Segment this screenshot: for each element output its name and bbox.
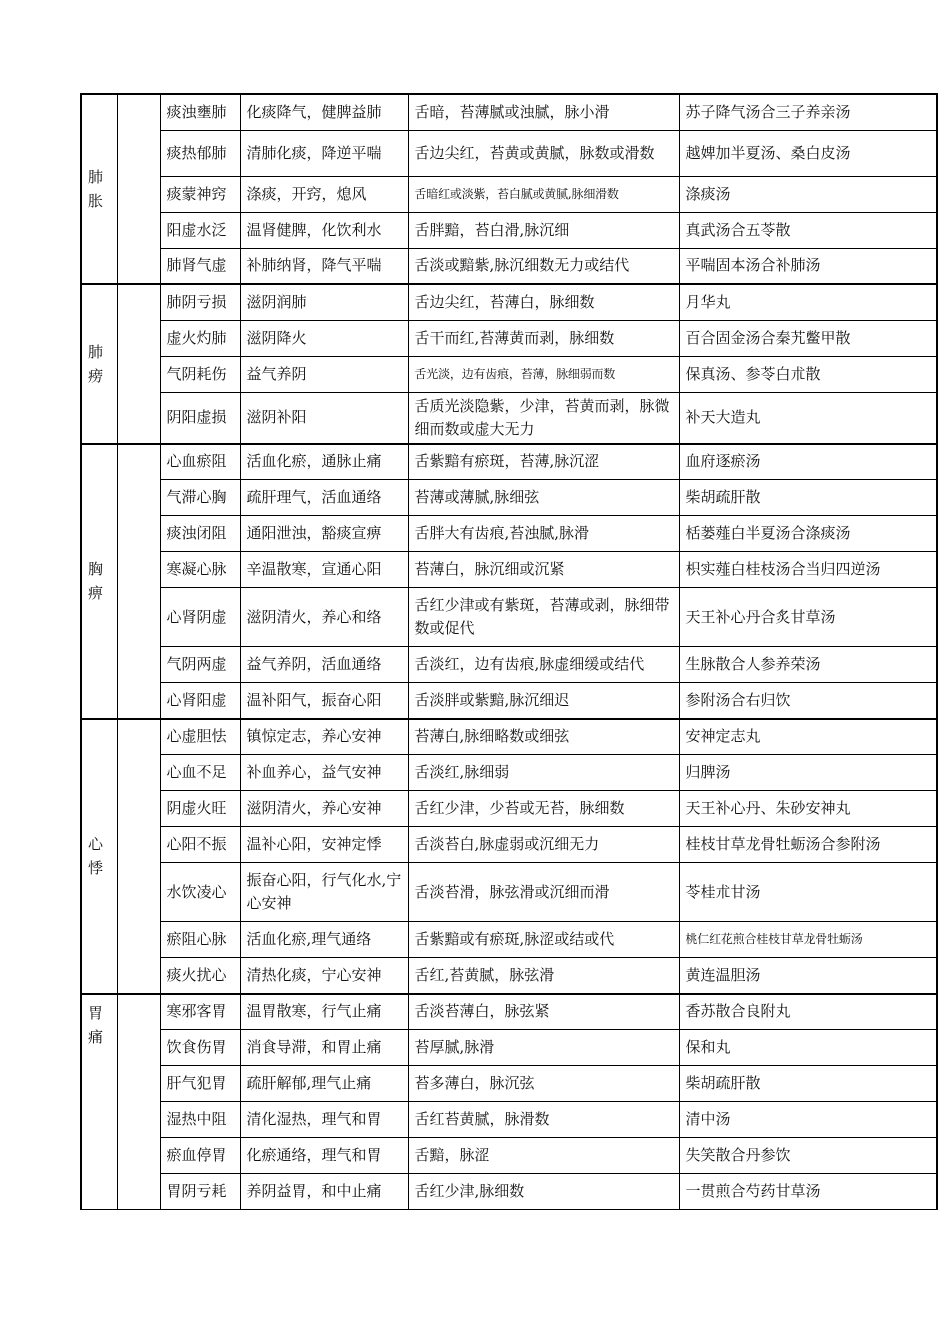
formula-cell: 一贯煎合芍药甘草汤 — [679, 1174, 937, 1210]
syndrome-table — [80, 93, 938, 1210]
syndrome-cell: 心血瘀阻 — [160, 444, 240, 480]
table-row — [81, 444, 937, 480]
treatment-method-cell: 温胃散寒，行气止痛 — [240, 994, 408, 1030]
treatment-method-cell: 补血养心，益气安神 — [240, 755, 408, 791]
formula-cell: 清中汤 — [679, 1102, 937, 1138]
disease-name: 肺胀 — [88, 168, 104, 210]
tongue-pulse-cell: 舌边尖红，苔黄或黄腻，脉数或滑数 — [408, 130, 679, 176]
formula-cell: 苓桂朮甘汤 — [679, 863, 937, 922]
syndrome-cell: 气阴两虚 — [160, 647, 240, 683]
syndrome-cell: 肝气犯胃 — [160, 1066, 240, 1102]
syndrome-cell: 心虚胆怯 — [160, 719, 240, 755]
table-row — [81, 863, 937, 922]
table-row — [81, 212, 937, 248]
syndrome-cell: 痰火扰心 — [160, 958, 240, 994]
formula-cell: 黄连温胆汤 — [679, 958, 937, 994]
treatment-method-cell: 滋阴润肺 — [240, 284, 408, 320]
treatment-method-cell: 益气养阴 — [240, 356, 408, 392]
table-row — [81, 1030, 937, 1066]
table-row — [81, 994, 937, 1030]
blank-column-cell — [117, 719, 160, 994]
tongue-pulse-cell: 舌黯，脉涩 — [408, 1138, 679, 1174]
formula-cell: 安神定志丸 — [679, 719, 937, 755]
formula-cell: 天王补心丹合炙甘草汤 — [679, 588, 937, 647]
table-row — [81, 516, 937, 552]
document-page — [80, 93, 936, 1210]
syndrome-cell: 心肾阳虚 — [160, 683, 240, 719]
treatment-method-cell: 滋阴清火，养心和络 — [240, 588, 408, 647]
formula-cell: 柴胡疏肝散 — [679, 480, 937, 516]
table-row — [81, 94, 937, 130]
formula-cell: 真武汤合五苓散 — [679, 212, 937, 248]
syndrome-cell: 气阴耗伤 — [160, 356, 240, 392]
tongue-pulse-cell: 苔薄或薄腻,脉细弦 — [408, 480, 679, 516]
tongue-pulse-cell: 舌红少津，少苔或无苔，脉细数 — [408, 791, 679, 827]
table-row — [81, 130, 937, 176]
treatment-method-cell: 温肾健脾，化饮利水 — [240, 212, 408, 248]
table-row — [81, 827, 937, 863]
tongue-pulse-cell: 苔薄白，脉沉细或沉紧 — [408, 552, 679, 588]
table-row — [81, 320, 937, 356]
treatment-method-cell: 化瘀通络，理气和胃 — [240, 1138, 408, 1174]
tongue-pulse-cell: 舌淡或黯紫,脉沉细数无力或结代 — [408, 248, 679, 284]
formula-cell: 柴胡疏肝散 — [679, 1066, 937, 1102]
treatment-method-cell: 振奋心阳，行气化水,宁心安神 — [240, 863, 408, 922]
syndrome-cell: 瘀阻心脉 — [160, 922, 240, 958]
syndrome-cell: 胃阴亏耗 — [160, 1174, 240, 1210]
table-row — [81, 791, 937, 827]
syndrome-cell: 心血不足 — [160, 755, 240, 791]
formula-cell: 失笑散合丹参饮 — [679, 1138, 937, 1174]
syndrome-cell: 水饮凌心 — [160, 863, 240, 922]
tongue-pulse-cell: 舌胖大有齿痕,苔浊腻,脉滑 — [408, 516, 679, 552]
disease-name: 肺痨 — [88, 342, 104, 385]
formula-cell: 补天大造丸 — [679, 392, 937, 444]
disease-name-cell — [81, 94, 117, 284]
table-row — [81, 552, 937, 588]
treatment-method-cell: 化痰降气，健脾益肺 — [240, 94, 408, 130]
tongue-pulse-cell: 舌淡胖或紫黯,脉沉细迟 — [408, 683, 679, 719]
table-row — [81, 1138, 937, 1174]
tongue-pulse-cell: 舌淡苔滑，脉弦滑或沉细而滑 — [408, 863, 679, 922]
disease-name-cell — [81, 994, 117, 1210]
syndrome-cell: 痰浊闭阻 — [160, 516, 240, 552]
syndrome-cell: 阴虚火旺 — [160, 791, 240, 827]
treatment-method-cell: 清肺化痰，降逆平喘 — [240, 130, 408, 176]
tongue-pulse-cell: 舌紫黯或有瘀斑,脉涩或结或代 — [408, 922, 679, 958]
table-body — [81, 94, 937, 1210]
syndrome-cell: 阳虚水泛 — [160, 212, 240, 248]
disease-name: 胸痹 — [88, 560, 104, 602]
tongue-pulse-cell: 苔薄白,脉细略数或细弦 — [408, 719, 679, 755]
formula-cell: 平喘固本汤合补肺汤 — [679, 248, 937, 284]
table-row — [81, 1066, 937, 1102]
tongue-pulse-cell: 舌干而红,苔薄黄而剥，脉细数 — [408, 320, 679, 356]
table-row — [81, 922, 937, 958]
treatment-method-cell: 消食导滞，和胃止痛 — [240, 1030, 408, 1066]
treatment-method-cell: 养阴益胃，和中止痛 — [240, 1174, 408, 1210]
treatment-method-cell: 益气养阴，活血通络 — [240, 647, 408, 683]
blank-column-cell — [117, 284, 160, 444]
treatment-method-cell: 涤痰，开窍，熄风 — [240, 176, 408, 212]
treatment-method-cell: 疏肝理气，活血通络 — [240, 480, 408, 516]
table-row — [81, 588, 937, 647]
table-row — [81, 719, 937, 755]
table-row — [81, 683, 937, 719]
tongue-pulse-cell: 舌红少津或有紫斑，苔薄或剥，脉细带数或促代 — [408, 588, 679, 647]
treatment-method-cell: 活血化瘀,理气通络 — [240, 922, 408, 958]
disease-name-cell — [81, 719, 117, 994]
treatment-method-cell: 镇惊定志，养心安神 — [240, 719, 408, 755]
treatment-method-cell: 活血化瘀，通脉止痛 — [240, 444, 408, 480]
treatment-method-cell: 清化湿热，理气和胃 — [240, 1102, 408, 1138]
syndrome-cell: 寒邪客胃 — [160, 994, 240, 1030]
table-row — [81, 647, 937, 683]
table-row — [81, 755, 937, 791]
tongue-pulse-cell: 舌红,苔黄腻，脉弦滑 — [408, 958, 679, 994]
formula-cell: 桃仁红花煎合桂枝甘草龙骨牡蛎汤 — [679, 922, 937, 958]
syndrome-cell: 痰浊壅肺 — [160, 94, 240, 130]
treatment-method-cell: 清热化痰，宁心安神 — [240, 958, 408, 994]
tongue-pulse-cell: 舌红少津,脉细数 — [408, 1174, 679, 1210]
syndrome-cell: 痰热郁肺 — [160, 130, 240, 176]
disease-name-cell — [81, 284, 117, 444]
formula-cell: 血府逐瘀汤 — [679, 444, 937, 480]
treatment-method-cell: 滋阴清火，养心安神 — [240, 791, 408, 827]
tongue-pulse-cell: 舌淡苔薄白，脉弦紧 — [408, 994, 679, 1030]
treatment-method-cell: 补肺纳肾，降气平喘 — [240, 248, 408, 284]
tongue-pulse-cell: 舌暗红或淡紫，苔白腻或黄腻,脉细滑数 — [408, 176, 679, 212]
tongue-pulse-cell: 苔厚腻,脉滑 — [408, 1030, 679, 1066]
tongue-pulse-cell: 舌淡红,脉细弱 — [408, 755, 679, 791]
tongue-pulse-cell: 苔多薄白，脉沉弦 — [408, 1066, 679, 1102]
formula-cell: 越婢加半夏汤、桑白皮汤 — [679, 130, 937, 176]
tongue-pulse-cell: 舌胖黯，苔白滑,脉沉细 — [408, 212, 679, 248]
formula-cell: 香苏散合良附丸 — [679, 994, 937, 1030]
tongue-pulse-cell: 舌质光淡隐紫，少津，苔黄而剥，脉微细而数或虚大无力 — [408, 392, 679, 444]
formula-cell: 生脉散合人参养荣汤 — [679, 647, 937, 683]
formula-cell: 月华丸 — [679, 284, 937, 320]
formula-cell: 桂枝甘草龙骨牡蛎汤合参附汤 — [679, 827, 937, 863]
table-row — [81, 1174, 937, 1210]
formula-cell: 涤痰汤 — [679, 176, 937, 212]
table-row — [81, 958, 937, 994]
formula-cell: 天王补心丹、朱砂安神丸 — [679, 791, 937, 827]
syndrome-cell: 痰蒙神窍 — [160, 176, 240, 212]
syndrome-cell: 虚火灼肺 — [160, 320, 240, 356]
formula-cell: 归脾汤 — [679, 755, 937, 791]
syndrome-cell: 湿热中阻 — [160, 1102, 240, 1138]
syndrome-cell: 瘀血停胃 — [160, 1138, 240, 1174]
formula-cell: 保和丸 — [679, 1030, 937, 1066]
treatment-method-cell: 滋阴补阳 — [240, 392, 408, 444]
syndrome-cell: 阴阳虚损 — [160, 392, 240, 444]
formula-cell: 保真汤、参苓白朮散 — [679, 356, 937, 392]
tongue-pulse-cell: 舌紫黯有瘀斑，苔薄,脉沉涩 — [408, 444, 679, 480]
disease-name: 心悸 — [88, 835, 104, 877]
syndrome-cell: 肺阴亏损 — [160, 284, 240, 320]
syndrome-cell: 肺肾气虚 — [160, 248, 240, 284]
table-row — [81, 1102, 937, 1138]
treatment-method-cell: 通阳泄浊，豁痰宣痹 — [240, 516, 408, 552]
syndrome-cell: 气滞心胸 — [160, 480, 240, 516]
blank-column-cell — [117, 444, 160, 719]
table-row — [81, 248, 937, 284]
table-row — [81, 284, 937, 320]
formula-cell: 枳实薤白桂枝汤合当归四逆汤 — [679, 552, 937, 588]
tongue-pulse-cell: 舌暗，苔薄腻或浊腻，脉小滑 — [408, 94, 679, 130]
tongue-pulse-cell: 舌淡苔白,脉虚弱或沉细无力 — [408, 827, 679, 863]
treatment-method-cell: 疏肝解郁,理气止痛 — [240, 1066, 408, 1102]
treatment-method-cell: 温补心阳，安神定悸 — [240, 827, 408, 863]
tongue-pulse-cell: 舌红苔黄腻，脉滑数 — [408, 1102, 679, 1138]
syndrome-cell: 心阳不振 — [160, 827, 240, 863]
treatment-method-cell: 滋阴降火 — [240, 320, 408, 356]
tongue-pulse-cell: 舌光淡，边有齿痕，苔薄，脉细弱而数 — [408, 356, 679, 392]
tongue-pulse-cell: 舌边尖红，苔薄白，脉细数 — [408, 284, 679, 320]
table-row — [81, 392, 937, 444]
syndrome-cell: 心肾阴虚 — [160, 588, 240, 647]
table-row — [81, 356, 937, 392]
syndrome-cell: 饮食伤胃 — [160, 1030, 240, 1066]
syndrome-cell: 寒凝心脉 — [160, 552, 240, 588]
blank-column-cell — [117, 94, 160, 284]
table-row — [81, 176, 937, 212]
treatment-method-cell: 温补阳气，振奋心阳 — [240, 683, 408, 719]
formula-cell: 苏子降气汤合三子养亲汤 — [679, 94, 937, 130]
formula-cell: 百合固金汤合秦艽鳖甲散 — [679, 320, 937, 356]
treatment-method-cell: 辛温散寒，宣通心阳 — [240, 552, 408, 588]
blank-column-cell — [117, 994, 160, 1210]
table-row — [81, 480, 937, 516]
tongue-pulse-cell: 舌淡红，边有齿痕,脉虚细缓或结代 — [408, 647, 679, 683]
formula-cell: 参附汤合右归饮 — [679, 683, 937, 719]
formula-cell: 栝蒌薤白半夏汤合涤痰汤 — [679, 516, 937, 552]
disease-name-cell — [81, 444, 117, 719]
disease-name: 胃痛 — [88, 1003, 104, 1046]
